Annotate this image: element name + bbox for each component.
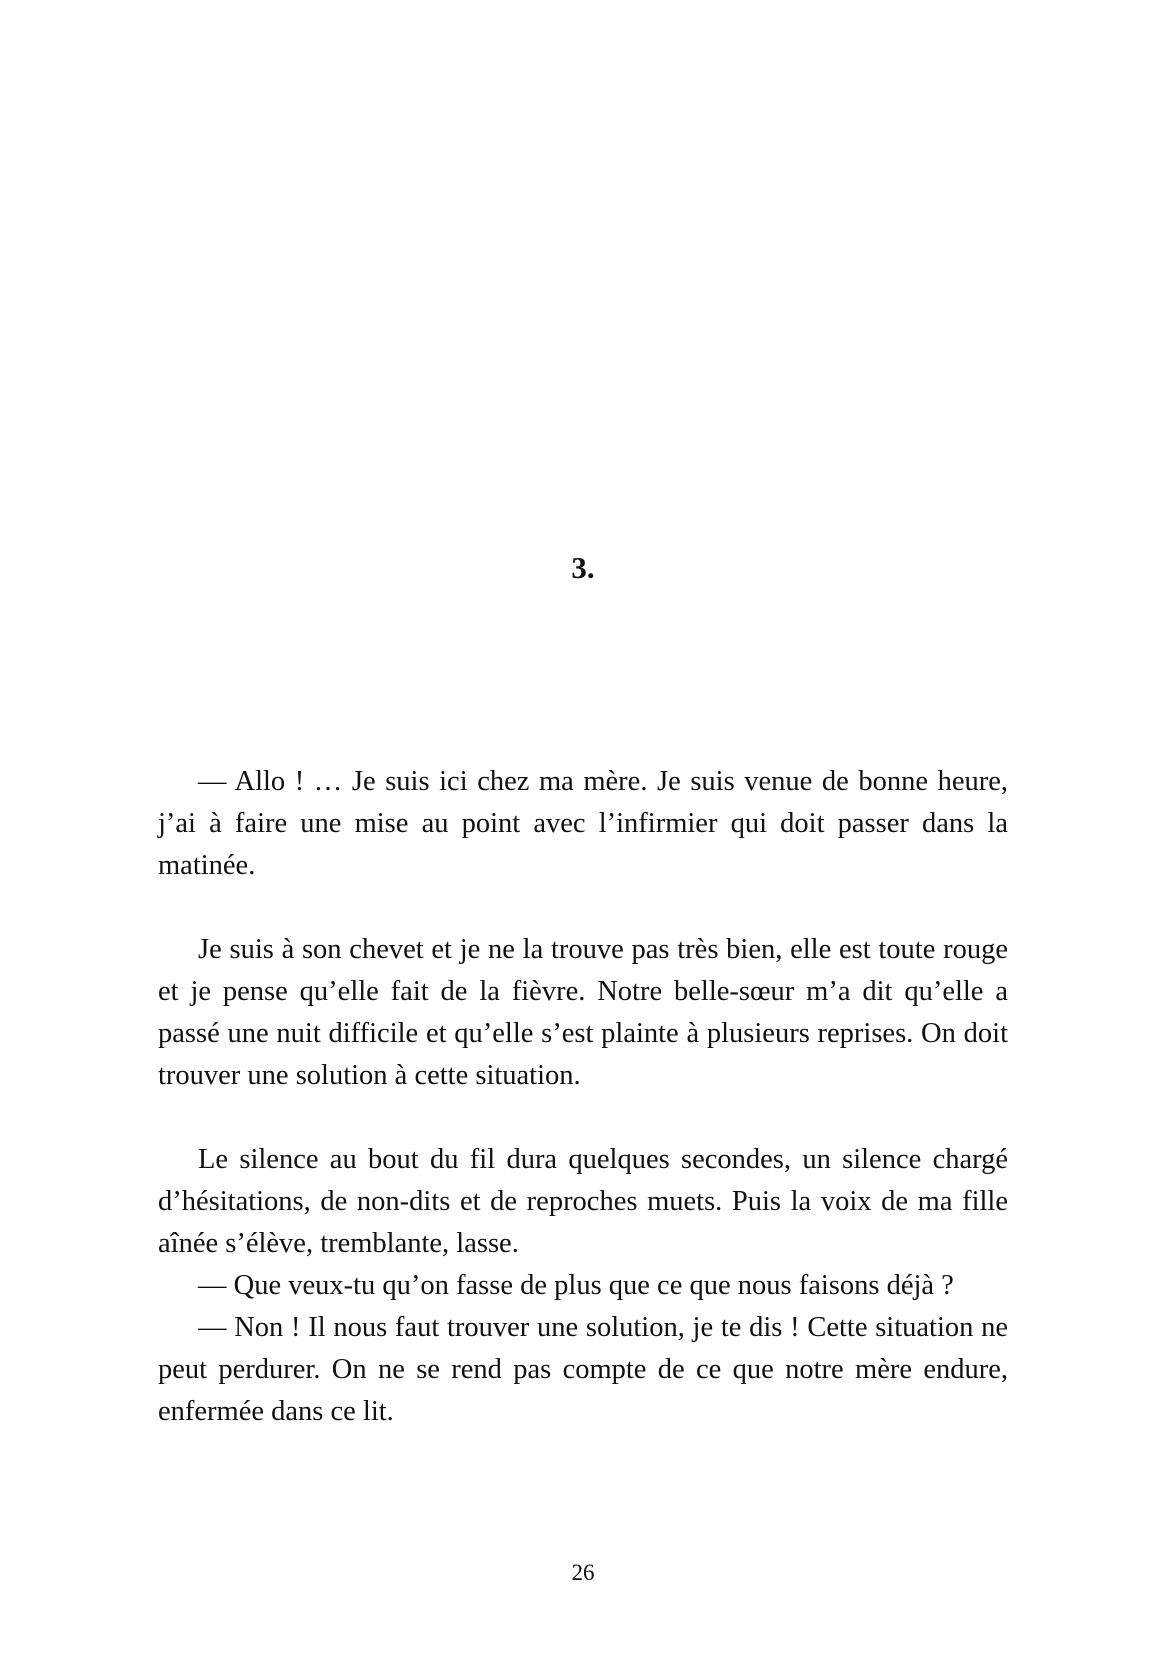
page-number: 26 [571,1560,595,1585]
body-text [158,761,1008,1433]
paragraph-daughter-reply: — Que veux-tu qu’on fasse de plus que ce que nous faisons déjà ? [198,1270,954,1301]
paragraph-phone-greeting: — Allo ! … Je suis ici chez ma mère. Je suis venue de bonne heure, j’ai à faire une mise au point avec l’infirmier qui doit passer dans la matinée. [158,766,1008,881]
chapter-number: 3. [571,550,595,585]
paragraph-mother-fever: Je suis à son chevet et je ne la trouve pas très bien, elle est toute rouge et je pense qu’elle fait de la fièvre. Notre belle-sœur m’a dit qu’elle a passé une nuit difficile et qu’elle s’est plainte à plusieurs reprises. On doit trouver une solution à cette situation. [158,934,1008,1091]
paragraph-silence: Le silence au bout du fil dura quelques secondes, un silence chargé d’hésitations, de non-dits et de reproches muets. Puis la voix de ma fille aînée s’élève, tremblante, lasse. [158,1144,1008,1259]
paragraph-narrator-reply: — Non ! Il nous faut trouver une solution, je te dis ! Cette situation ne peut perdurer. On ne se rend pas compte de ce que notre mère endure, enfermée dans ce lit. [158,1312,1008,1427]
